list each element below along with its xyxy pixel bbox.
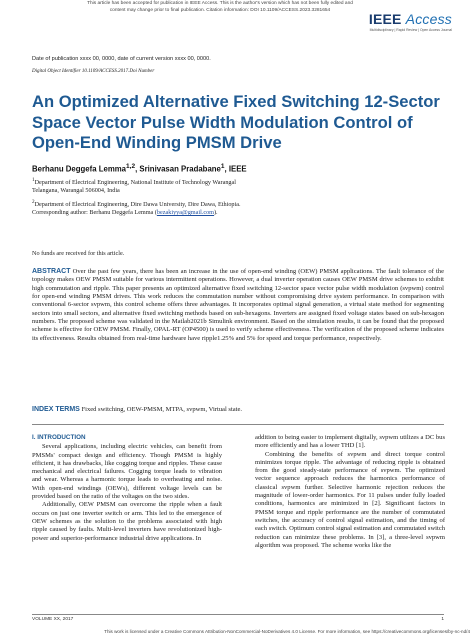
journal-name xyxy=(369,11,452,27)
page-number: 1 xyxy=(441,617,444,622)
abstract xyxy=(32,268,444,343)
intro-paragraph-2: Additionally, OEW PMSM can overcome the ripple when a fault occurs on just one inverter switch or arm. This led to the emergence of OEW schemes as the solution to the problems associated with high ripple caused by faults. Multi-level inverters have revolutionized high-power and superior-performance industrial drive applications. In xyxy=(32,501,222,542)
affiliations xyxy=(32,176,332,218)
author-1-affil: 1,2 xyxy=(126,163,136,170)
license-notice: This work is licensed under a Creative Commons Attribution-NonCommercial-NoDerivatives 4.0 License. For more information, see https://creativecommons.org/licenses/by-nc-nd/4 xyxy=(104,629,470,634)
abstract-heading: ABSTRACT xyxy=(32,268,71,275)
author-list xyxy=(32,163,247,174)
doi-line: Digital Object Identifier 10.1109/ACCESS.2017.Doi Number xyxy=(32,69,155,74)
intro-paragraph-3: Combining the benefits of svpwm and direct torque control minimizes torque ripple. The advantage of reducing ripple is obtained from the good steady-state performance of svpwm. The optimized vector sequence approach reduces the harmonics performance of classical svpwm further. Selective harmonic rejection reduces the magnitude of lower-order harmonics. For 11 pulses under fully loaded conditions, harmonics are minimized in [2]. Significant factors in PMSM torque and ripple performance are the number of commutated switches, the accuracy of control signal estimation, and the timing of each switch. Optimum control signal estimation and commutated switch reduction can minimize these problems. In [3], a three-level svpwm algorithm was proposed. The scheme works like the xyxy=(255,450,445,549)
journal-name-ieee: IEEE xyxy=(368,11,402,27)
intro-paragraph-continued: addition to being easier to implement digitally, svpwm utilizes a DC bus more efficiently and has a lower THD [1]. xyxy=(255,434,445,450)
page-footer xyxy=(32,617,444,622)
introduction-heading: I. INTRODUCTION xyxy=(32,434,86,441)
affiliation-1: $^1$Department of Electrical Engineering, National Institute of Technology Warangal xyxy=(32,177,236,187)
banner-line-2: content may change prior to final publication. Citation information: DOI 10.1109/ACCESS.2023.3281654 xyxy=(109,8,331,13)
author-membership: , IEEE xyxy=(224,164,247,174)
publication-date-line: Date of publication xxxx 00, 0000, date of current version xxxx 00, 0000. xyxy=(32,56,211,62)
right-column xyxy=(255,434,445,550)
journal-logo xyxy=(369,11,452,32)
intro-paragraph-1: Several applications, including electric vehicles, can benefit from PMSMs' compact design and efficiency. Though PMSM is highly efficient, it has drawbacks, like cogging torque and ripples. These cause mechanical and electrical failures. Cogging torque leads to vibration and wear. Whereas a harmonic torque leads to overheating and noise. With open-end windings (OEWs), different voltage levels can be provided based on the ratio of the voltages on the two sides. xyxy=(32,443,222,501)
author-2-name: , Srinivasan Pradabane xyxy=(135,164,221,174)
acceptance-banner xyxy=(60,0,380,14)
funding-statement: No funds are received for this article. xyxy=(32,250,125,257)
footer-divider xyxy=(32,614,444,615)
author-2-affil: 1 xyxy=(220,163,225,170)
index-terms-body: Fixed switching, OEW-PMSM, MTPA, svpwm, Virtual state. xyxy=(79,406,243,413)
journal-tagline: Multidisciplinary | Rapid Review | Open Access Journal xyxy=(369,28,452,32)
corresponding-email-link[interactable]: bezakiyya@gmail.com xyxy=(156,209,214,217)
publication-dates xyxy=(32,55,211,76)
paper-title: An Optimized Alternative Fixed Switching 12-Sector Space Vector Pulse Width Modulation Control of Open-End Winding PMSM Drive xyxy=(32,92,440,152)
abstract-body: Over the past few years, there has been an increase in the use of open-end winding (OEW) PMSM applications. The fault tolerance of the topology makes OEW PMSM suitable for various intermittent operations. However, a dual inverter operation causes OEW PMSM drive schemes to exhibit high commutation and ripple. This paper presents an optimized alternative fixed switching 12-sector space vector pulse width modulation (svpwm) control for open-end winding PMSM drives. This work reduces the commutation number without compromising drive system performance. In comparison with conventional 6-sector svpwm, this control scheme offers three advantages. It incorporates optimal signal generation, a virtual state method for segmenting sectors into small sectors, and alternative fixed switching methods based on sub-hexagons. Inverters are assigned fixed voltage states based on sub-hexagon numbers. The proposed scheme was validated in the Matlab2021b Simulink environment. Based on the simulation results, it can be found that the proposed scheme is effective for OEW PMSM. Finally, OPAL-RT (OP4500) is used to verify scheme effectiveness. The verification of the proposed scheme indicates its effectiveness. Results obtained from real-time hardware have ripple1.25% and 5% for speed and torque performance, respectively. xyxy=(32,268,444,342)
author-1-name: Berhanu Deggefa Lemma xyxy=(32,164,127,174)
index-terms xyxy=(32,406,444,414)
volume-label: VOLUME XX, 2017 xyxy=(32,617,74,622)
journal-name-access: Access xyxy=(405,11,452,27)
index-terms-heading: INDEX TERMS xyxy=(32,406,80,413)
corresponding-author: Corresponding author: Berhanu Deggefa Lemma (bezakiyya@gmail.com). xyxy=(32,209,218,217)
left-column xyxy=(32,434,222,543)
section-divider xyxy=(32,424,444,425)
banner-line-1: This article has been accepted for publication in IEEE Access. This is the author's version which has not been fully edited and xyxy=(87,1,353,6)
affiliation-2: $^2$Department of Electrical Engineering, Dire Dawa University, Dire Dawa, Ethiopia. xyxy=(32,199,241,209)
affiliation-1-address: Telangana, Warangal 506004, India xyxy=(32,187,120,195)
